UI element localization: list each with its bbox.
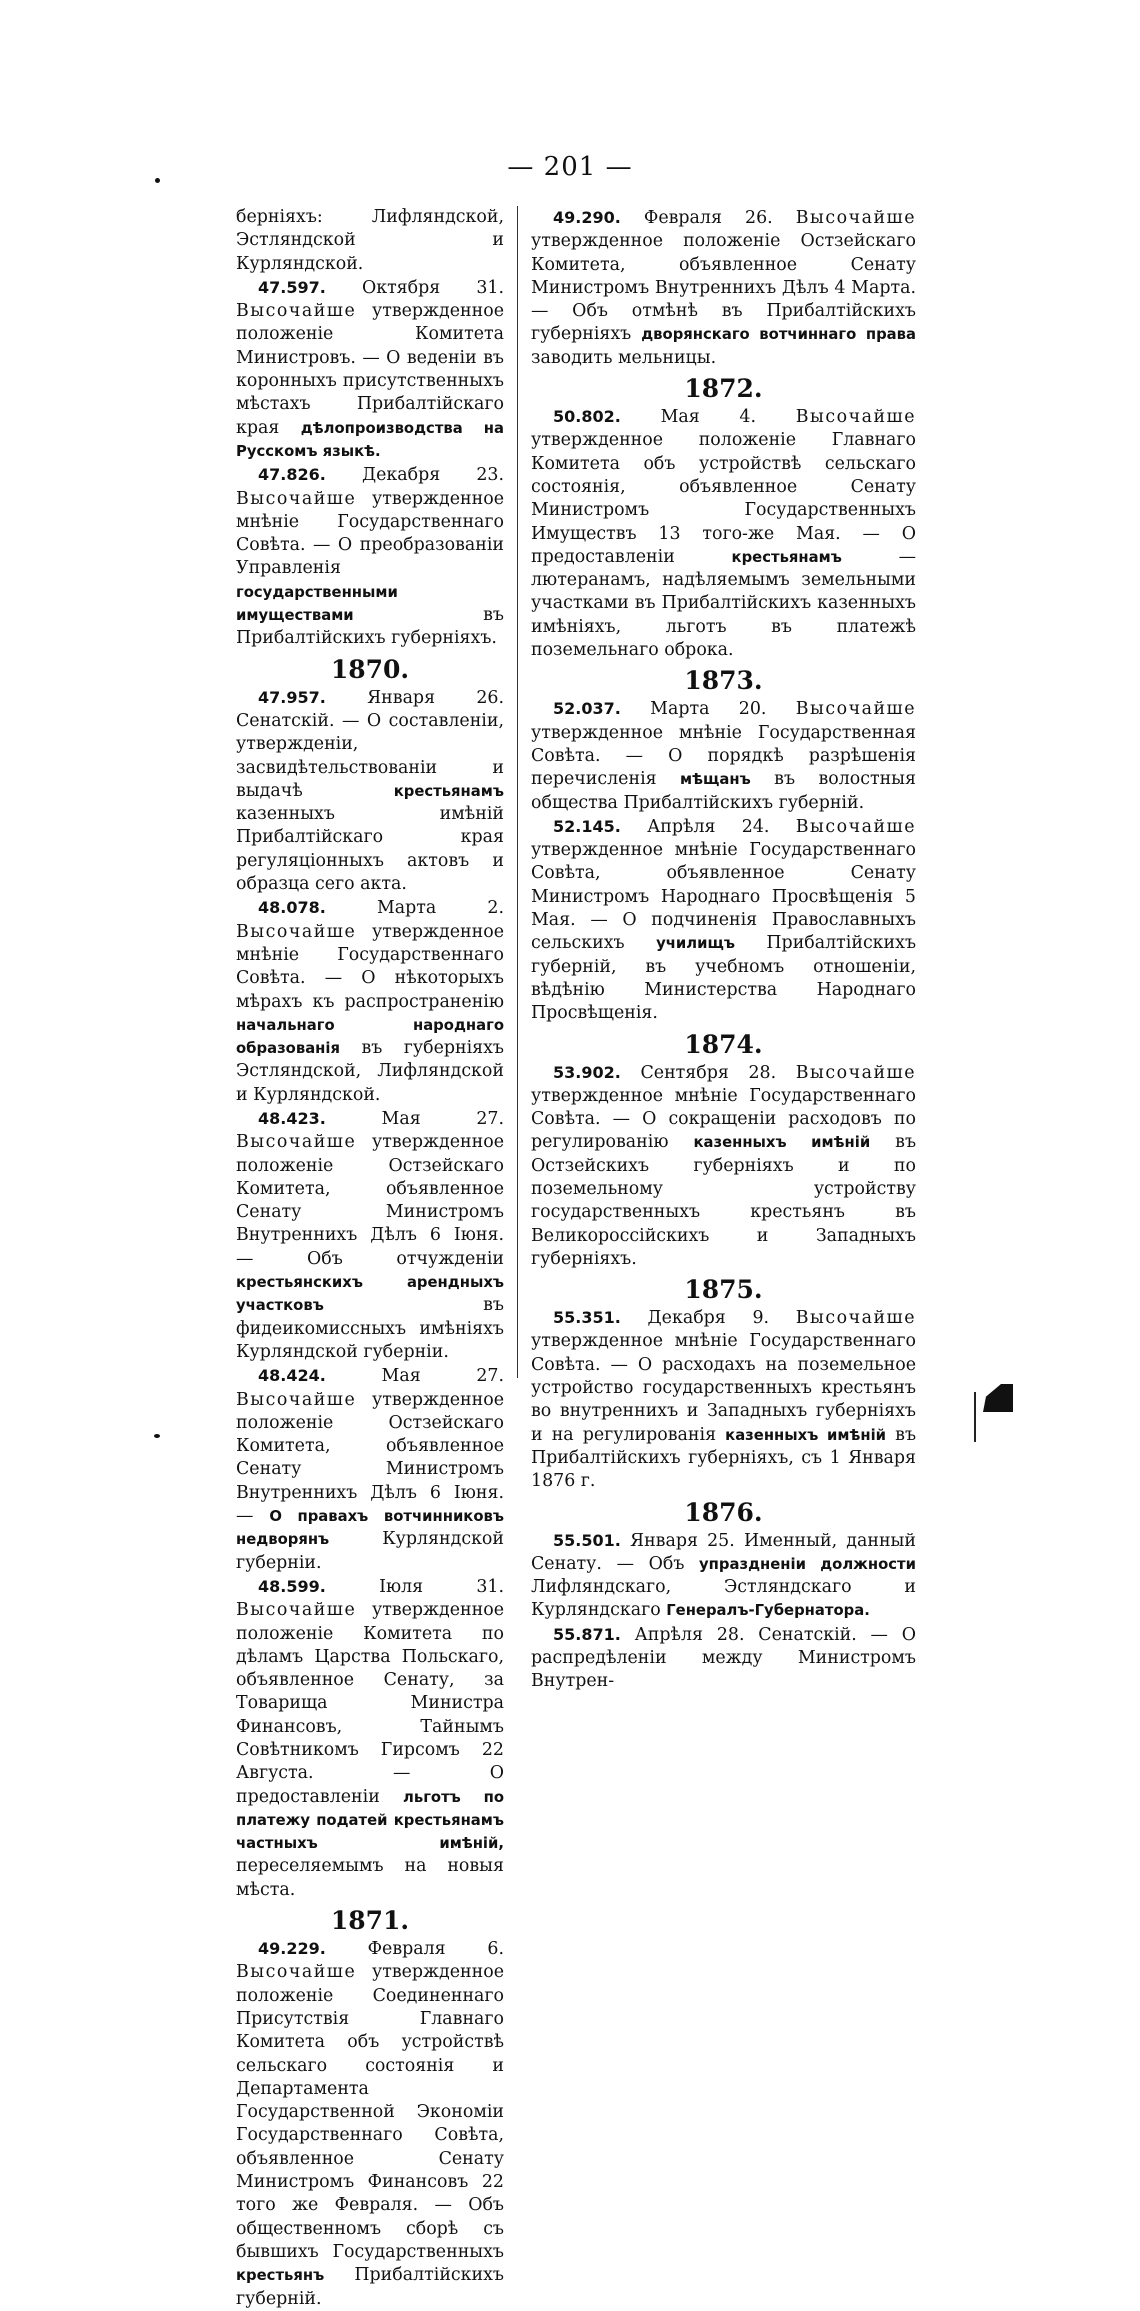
entry-date: Мая 4. [660,407,757,428]
entry-text: утвержденное мнѣніе Государственнаго Совѣта. — О нѣкоторыхъ мѣрахъ къ распространенію [236,921,504,1012]
entry-text: Прибалтійскихъ губерній. [236,2265,504,2309]
entry-number: 47.826. [258,465,326,485]
intro-text: берніяхъ: Лифляндской, Эстляндской и Курляндской. [236,207,504,274]
scan-edge-mark [983,1384,1013,1412]
entry-number: 55.871. [553,1624,621,1644]
entry-number: 48.423. [258,1108,326,1128]
entry-emphasis: дѣлопроизводства на Русскомъ языкѣ. [236,419,505,460]
entry-emphasis: крестьянамъ [731,548,842,566]
entry-48423 [236,1107,504,1364]
entry-text: въ волостныя общества Прибалтійскихъ губерній. [531,769,916,813]
entry-date: Марта 20. [650,699,767,720]
year-heading-1874: 1874. [684,1029,763,1059]
entry-55351 [531,1306,916,1493]
entry-text: Сенатскій. — О распредѣленіи между Министромъ Внутрен- [531,1624,916,1692]
entry-48078 [236,896,504,1107]
entry-text: переселяемымъ на новыя мѣста. [236,1856,504,1900]
entry-date: Марта 2. [376,898,504,919]
entry-text: утвержденное мнѣніе Государственнаго Совѣта. — О преобразованіи Управленія [236,488,504,579]
entry-emphasis: мѣщанъ [680,771,751,789]
entry-text: утвержденное мнѣніе Государственнаго Совѣта. — О расходахъ на поземельное устройство государственныхъ крестьянъ во внутреннихъ и Западныхъ губерніяхъ и на регулированія [531,1331,916,1445]
entry-text: утвержденное положеніе Комитета по дѣламъ Царства Польскаго, объявленное Сенату, за Товарища Министра Финансовъ, Тайнымъ Совѣтникомъ Гирсомъ 22 Августа. — О предоставленіи [236,1600,504,1807]
entry-text: утвержденное мнѣніе Государственнаго Совѣта. — О сокращеніи расходовъ по регулированію [531,1085,916,1153]
entry-47957 [236,686,504,897]
entry-emphasis: крестьянамъ [393,782,504,800]
entry-number: 55.351. [553,1308,621,1328]
entry-date: Января 25. [630,1530,735,1551]
entry-text: Прибалтійскихъ губерній, въ учебномъ отношеніи, вѣдѣнію Министерства Народнаго Просвѣщенія. [531,933,917,1024]
entry-emphasis: казенныхъ имѣній [725,1426,887,1444]
entry-number: 47.957. [258,687,326,707]
entry-emphasis: училищъ [656,935,735,953]
entry-number: 48.599. [258,1576,326,1596]
entry-number: 52.037. [553,699,621,719]
entry-hv: Высочайше [236,1389,357,1410]
entry-date: Февраля 26. [643,208,773,228]
entry-text: утвержденное положеніе Остзейскаго Комитета, объявленное Сенату Министромъ Внутреннихъ Дѣлъ 6 Іюня. — Объ отчужденіи [236,1132,504,1269]
entry-date: Мая 27. [381,1108,504,1129]
entry-date: Апрѣля 24. [647,816,770,837]
entry-text: Лифляндскаго, Эстляндскаго и Курляндскаго [531,1577,916,1621]
entry-55501 [531,1529,916,1623]
entry-date: Декабря 9. [647,1308,770,1329]
entry-number: 49.229. [258,1939,326,1959]
entry-49290 [531,206,916,370]
entry-53902 [531,1061,916,1272]
entry-50802 [531,405,916,662]
entry-number: 55.501. [553,1530,621,1550]
entry-text: утвержденное положеніе Соединеннаго Присутствія Главнаго Комитета объ устройствѣ сельскаго состоянія и Департамента Государственной Экономіи Государственнаго Совѣта, объявленное Сенату Министромъ Финансовъ 22 того же Февраля. — Объ общественномъ сборѣ съ бывшихъ Государственныхъ [236,1962,504,2262]
entry-date: Февраля 6. [367,1939,504,1960]
entry-emphasis: начальнаго народнаго образованія [236,1016,504,1058]
entry-number: 52.145. [553,816,621,836]
entry-hv: Высочайше [236,1132,357,1153]
scan-edge-line [974,1392,976,1442]
entry-text: утвержденное мнѣніе Государственная Совѣта. — О порядкѣ разрѣшенія перечисленія [531,722,916,790]
entry-47826 [236,463,504,650]
entry-text: въ Прибалтійскихъ губерніяхъ, съ 1 Января 1876 г. [531,1424,917,1492]
year-heading-1873: 1873. [684,666,763,696]
entry-text: Именный, данный Сенату. — Объ [531,1530,916,1574]
entry-text: утвержденное положеніе Главнаго Комитета объ устройствѣ сельскаго состоянія, объявленное Сенату Министромъ Государственныхъ Имуществъ 13 того-же Мая. — О предоставленіи [531,430,916,567]
entry-47597 [236,276,504,463]
entry-hv: Высочайше [236,301,357,322]
entry-text: въ Прибалтійскихъ губерніяхъ. [236,605,504,649]
year-heading-1871: 1871. [330,1906,410,1936]
entry-emphasis: государственными имуществами [236,583,398,625]
entry-hv: Высочайше [795,1308,917,1329]
entry-date: Іюля 31. [379,1576,505,1597]
entry-date: Мая 27. [381,1366,504,1387]
entry-emphasis: О правахъ вотчинниковъ недворянъ [236,1508,504,1549]
entry-hv: Высочайше [236,921,357,942]
entry-emphasis: крестьянскихъ арендныхъ участковъ [236,1274,504,1315]
entry-hv: Высочайше [236,1600,357,1621]
entry-date: Сентября 28. [640,1062,777,1083]
ink-speck [154,1434,160,1438]
right-column [531,206,916,1694]
entry-hv: Высочайше [236,488,357,509]
entry-emphasis: упраздненіи должности [699,1555,916,1573]
entry-49229 [236,1937,504,2311]
entry-hv: Высочайше [236,1962,357,1983]
entry-text: утвержденное положеніе Комитета Министровъ. — О веденіи въ коронныхъ присутственныхъ мѣстахъ Прибалтійскаго края [236,301,504,438]
entry-hv: Высочайше [795,208,916,228]
entry-text: утвержденное мнѣніе Государственнаго Совѣта, объявленное Сенату Министромъ Народнаго Просвѣщенія 5 Мая. — О подчиненія Православныхъ сельскихъ [531,840,916,954]
entry-52145 [531,815,916,1026]
entry-date: Октября 31. [361,277,504,298]
entry-55871 [531,1623,916,1694]
page-number: — 201 — [507,152,633,182]
entry-date: Января 26. [367,687,504,708]
entry-text: въ губерніяхъ Эстляндской, Лифляндской и Курляндской. [236,1038,504,1105]
entry-number: 53.902. [553,1062,621,1082]
entry-hv: Высочайше [795,407,917,428]
year-heading-1872: 1872. [684,374,763,404]
entry-date: Апрѣля 28. [634,1624,745,1645]
year-heading-1876: 1876. [684,1497,763,1527]
entry-hv: Высочайше [795,1062,917,1083]
entry-number: 49.290. [553,208,621,227]
entry-emphasis: льготъ по платежу податей крестьянамъ частныхъ имѣній, [236,1788,504,1853]
entry-text: — лютеранамъ, надѣляемымъ земельными участками въ Прибалтійскихъ казенныхъ имѣніяхъ, льготъ въ платежѣ поземельнаго оброка. [531,546,916,661]
entry-number: 48.424. [258,1366,326,1386]
entry-emphasis: крестьянъ [236,2267,325,2285]
left-column [236,206,504,2311]
entry-text: Сенатскій. — О составленіи, утвержденіи, засвидѣтельствованіи и выдачѣ [236,710,504,801]
entry-text: утвержденное положеніе Остзейскаго Комитета, объявленное Сенату Министромъ Внутреннихъ Дѣлъ 4 Марта. — Объ отмѣнѣ въ Прибалтійскихъ губерніяхъ [531,231,916,345]
year-heading-1875: 1875. [684,1275,763,1305]
entry-48599 [236,1575,504,1902]
entry-number: 47.597. [258,277,326,297]
entry-date: Декабря 23. [361,465,504,486]
entry-52037 [531,697,916,814]
entry-text: казенныхъ имѣній Прибалтійскаго края регуляціонныхъ актовъ и образца сего акта. [236,804,504,895]
entry-48424 [236,1364,504,1575]
entry-text: въ фидеикомиссныхъ имѣніяхъ Курляндской губерніи. [236,1295,504,1362]
entry-hv: Высочайше [795,816,917,837]
entry-text: заводить мельницы. [531,347,717,368]
entry-text: въ Остзейскихъ губерніяхъ и по поземельному устройству государственныхъ крестьянъ въ Великороссійскихъ и Западныхъ губерніяхъ. [531,1132,917,1269]
entry-number: 50.802. [553,407,621,427]
entry-text: Курляндской губерніи. [236,1529,504,1573]
ink-speck [155,178,160,183]
entry-number: 48.078. [258,898,326,918]
entry-emphasis: Генералъ-Губернатора. [666,1602,870,1620]
entry-emphasis: казенныхъ имѣній [693,1134,871,1152]
entry-text: утвержденное положеніе Остзейскаго Комитета, объявленное Сенату Министромъ Внутреннихъ Дѣлъ 6 Іюня. — [236,1389,504,1527]
column-divider [517,206,518,1378]
entry-emphasis: дворянскаго вотчиннаго права [641,326,917,344]
year-heading-1870: 1870. [330,654,410,684]
entry-hv: Высочайше [795,699,917,720]
